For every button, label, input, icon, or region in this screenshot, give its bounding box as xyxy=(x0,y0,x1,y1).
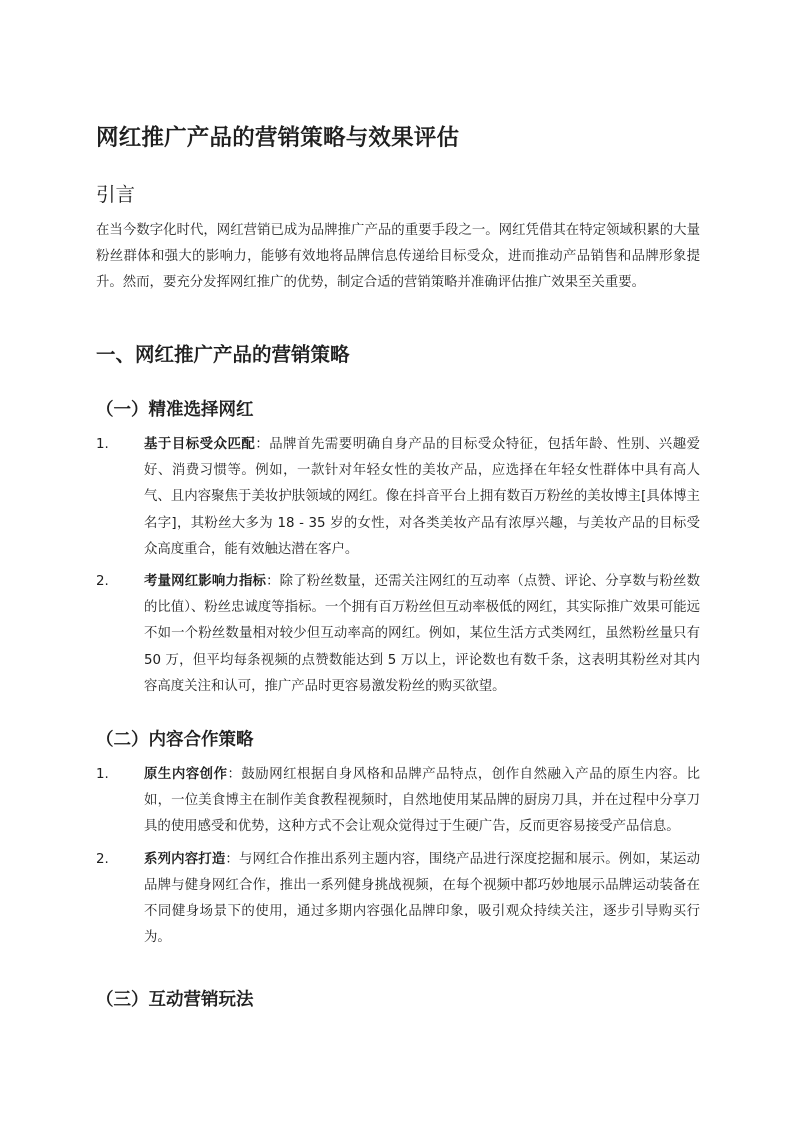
sub3-heading: （三）互动营销玩法 xyxy=(96,990,254,1010)
list-number: 1. xyxy=(96,767,109,782)
list-item xyxy=(96,569,700,700)
list-text: ：与网红合作推出系列主题内容，围绕产品进行深度挖掘和展示。例如，某运动品牌与健身网红合作，推出一系列健身挑战视频，在每个视频中都巧妙地展示品牌运动装备在不同健身场景下的使用，通过多期内容强化品牌印象，吸引观众持续关注，逐步引导购买行为。 xyxy=(144,851,701,946)
list-text: ：除了粉丝数量，还需关注网红的互动率（点赞、评论、分享数与粉丝数的比值）、粉丝忠诚度等指标。一个拥有百万粉丝但互动率极低的网红，其实际推广效果可能远不如一个粉丝数量相对较少但互动率高的网红。例如，某位生活方式类网红，虽然粉丝量只有 50 万，但平均每条视频的点赞数能达到 5 万以上，评论数也有数千条，这表明其粉丝对其内容高度关注和认可，推广产品时更容易激发粉丝的购买欲望。 xyxy=(144,574,701,694)
list-text: ：品牌首先需要明确自身产品的目标受众特征，包括年龄、性别、兴趣爱好、消费习惯等。例如，一款针对年轻女性的美妆产品，应选择在年轻女性群体中具有高人气、且内容聚焦于美妆护肤领域的网红。像在抖音平台上拥有数百万粉丝的美妆博主[具体博主名字]，其粉丝大多为 18 - 35 岁的女性，对各类美妆产品有浓厚兴趣，与美妆产品的目标受众高度重合，能有效触达潜在客户。 xyxy=(144,437,701,557)
sub2-list xyxy=(96,762,700,951)
list-term: 考量网红影响力指标 xyxy=(144,574,267,590)
list-term: 原生内容创作 xyxy=(144,767,228,782)
list-item xyxy=(96,432,700,563)
list-number: 2. xyxy=(96,851,109,867)
intro-heading: 引言 xyxy=(96,183,136,206)
list-item xyxy=(96,762,700,841)
intro-paragraph: 在当今数字化时代，网红营销已成为品牌推广产品的重要手段之一。网红凭借其在特定领域积累的大量粉丝群体和强大的影响力，能够有效地将品牌信息传递给目标受众，进而推动产品销售和品牌形象提升。然而，要充分发挥网红推广的优势，制定合适的营销策略并准确评估推广效果至关重要。 xyxy=(96,223,700,291)
list-term: 基于目标受众匹配 xyxy=(144,437,256,452)
list-number: 1. xyxy=(96,437,109,452)
list-number: 2. xyxy=(96,574,109,590)
sub1-heading: （一）精准选择网红 xyxy=(96,400,254,420)
list-text: ：鼓励网红根据自身风格和品牌产品特点，创作自然融入产品的原生内容。比如，一位美食博主在制作美食教程视频时，自然地使用某品牌的厨房刀具，并在过程中分享刀具的使用感受和优势，这种方式不会让观众觉得过于生硬广告，反而更容易接受产品信息。 xyxy=(144,767,701,835)
sub2-heading: （二）内容合作策略 xyxy=(96,730,254,750)
sub1-list xyxy=(96,432,700,700)
document-title: 网红推广产品的营销策略与效果评估 xyxy=(96,125,460,151)
list-item xyxy=(96,847,700,952)
list-term: 系列内容打造 xyxy=(144,851,226,867)
section1-heading: 一、网红推广产品的营销策略 xyxy=(96,343,350,366)
